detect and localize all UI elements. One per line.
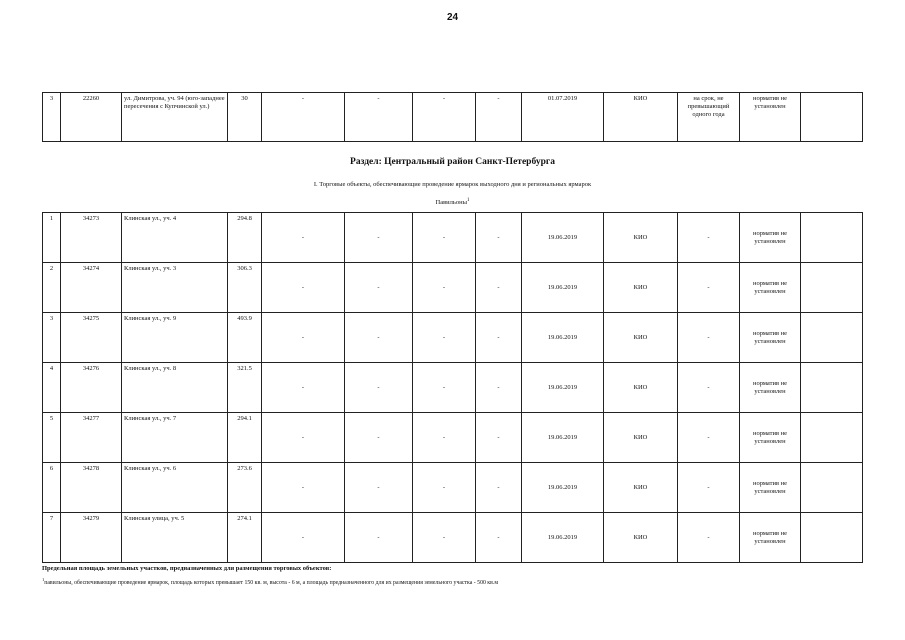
section-title: Раздел: Центральный район Санкт-Петербурга bbox=[350, 157, 555, 167]
top-table bbox=[42, 92, 863, 142]
cell-num: 7 bbox=[43, 513, 61, 563]
cell-area: 294.1 bbox=[228, 413, 262, 463]
cell-address: Клинская ул., уч. 7 bbox=[122, 413, 228, 463]
cell-col-1: - bbox=[262, 93, 345, 142]
cell-col-2: - bbox=[345, 263, 413, 313]
cell-col-4: - bbox=[476, 263, 522, 313]
cell-empty bbox=[801, 413, 863, 463]
cell-col-1: - bbox=[262, 213, 345, 263]
cell-col-1: - bbox=[262, 463, 345, 513]
cell-term: на срок, не превышающий одного года bbox=[678, 93, 740, 142]
cell-col-1: - bbox=[262, 513, 345, 563]
cell-code: 34273 bbox=[61, 213, 122, 263]
cell-col-3: - bbox=[413, 413, 476, 463]
table-row bbox=[43, 313, 863, 363]
cell-org: КИО bbox=[604, 213, 678, 263]
cell-date: 01.07.2019 bbox=[522, 93, 604, 142]
cell-empty bbox=[801, 263, 863, 313]
cell-col-3: - bbox=[413, 213, 476, 263]
cell-col-4: - bbox=[476, 213, 522, 263]
cell-term: - bbox=[678, 413, 740, 463]
cell-norm: норматив не установлен bbox=[740, 213, 801, 263]
cell-norm: норматив не установлен bbox=[740, 413, 801, 463]
cell-area: 274.1 bbox=[228, 513, 262, 563]
cell-area: 294.8 bbox=[228, 213, 262, 263]
cell-date: 19.06.2019 bbox=[522, 263, 604, 313]
cell-date: 19.06.2019 bbox=[522, 513, 604, 563]
cell-col-3: - bbox=[413, 463, 476, 513]
cell-col-2: - bbox=[345, 93, 413, 142]
cell-num: 4 bbox=[43, 363, 61, 413]
cell-code: 34278 bbox=[61, 463, 122, 513]
table-row bbox=[43, 463, 863, 513]
cell-org: КИО bbox=[604, 93, 678, 142]
cell-code: 34277 bbox=[61, 413, 122, 463]
cell-num: 5 bbox=[43, 413, 61, 463]
cell-term: - bbox=[678, 363, 740, 413]
cell-empty bbox=[801, 463, 863, 513]
cell-area: 30 bbox=[228, 93, 262, 142]
cell-col-3: - bbox=[413, 513, 476, 563]
cell-address: Клинская улица, уч. 5 bbox=[122, 513, 228, 563]
group-label bbox=[0, 198, 905, 206]
section-subtitle: I. Торговые объекты, обеспечивающие проведение ярмарок выходного дня и региональных ярмарок bbox=[313, 181, 592, 188]
cell-term: - bbox=[678, 463, 740, 513]
cell-norm: норматив не установлен bbox=[740, 463, 801, 513]
cell-col-4: - bbox=[476, 413, 522, 463]
cell-num: 3 bbox=[43, 93, 61, 142]
cell-org: КИО bbox=[604, 363, 678, 413]
cell-area: 493.9 bbox=[228, 313, 262, 363]
cell-col-1: - bbox=[262, 263, 345, 313]
cell-date: 19.06.2019 bbox=[522, 463, 604, 513]
cell-norm: норматив не установлен bbox=[740, 313, 801, 363]
cell-col-4: - bbox=[476, 513, 522, 563]
cell-empty bbox=[801, 363, 863, 413]
cell-term: - bbox=[678, 513, 740, 563]
objects-table bbox=[42, 212, 863, 563]
cell-address: ул. Димитрова, уч. 94 (юго-западнее пересечения с Купчинской ул.) bbox=[122, 93, 228, 142]
cell-col-3: - bbox=[413, 263, 476, 313]
cell-norm: норматив не установлен bbox=[740, 93, 801, 142]
cell-col-3: - bbox=[413, 93, 476, 142]
page-number: 24 bbox=[446, 12, 459, 23]
cell-empty bbox=[801, 513, 863, 563]
cell-col-2: - bbox=[345, 313, 413, 363]
cell-col-3: - bbox=[413, 363, 476, 413]
group-label-mark: 1 bbox=[466, 198, 470, 203]
cell-area: 321.5 bbox=[228, 363, 262, 413]
cell-col-1: - bbox=[262, 313, 345, 363]
cell-address: Клинская ул., уч. 3 bbox=[122, 263, 228, 313]
cell-col-2: - bbox=[345, 513, 413, 563]
cell-col-4: - bbox=[476, 363, 522, 413]
cell-org: КИО bbox=[604, 413, 678, 463]
cell-col-3: - bbox=[413, 313, 476, 363]
cell-term: - bbox=[678, 313, 740, 363]
cell-org: КИО bbox=[604, 463, 678, 513]
footnote-mark: 1 bbox=[42, 577, 45, 582]
cell-empty bbox=[801, 93, 863, 142]
total-area-label: Предельная площадь земельных участков, предназначенных для размещения торговых объектов: bbox=[42, 565, 332, 572]
cell-date: 19.06.2019 bbox=[522, 213, 604, 263]
cell-num: 6 bbox=[43, 463, 61, 513]
cell-norm: норматив не установлен bbox=[740, 263, 801, 313]
cell-col-2: - bbox=[345, 363, 413, 413]
cell-norm: норматив не установлен bbox=[740, 363, 801, 413]
table-row bbox=[43, 93, 863, 142]
cell-term: - bbox=[678, 213, 740, 263]
group-label-text: Павильоны bbox=[435, 199, 467, 207]
footnote bbox=[42, 577, 498, 586]
table-row bbox=[43, 413, 863, 463]
cell-code: 34276 bbox=[61, 363, 122, 413]
cell-org: КИО bbox=[604, 263, 678, 313]
table-row bbox=[43, 263, 863, 313]
cell-col-4: - bbox=[476, 313, 522, 363]
footnote-text: павильоны, обеспечивающие проведение ярмарок, площадь которых превышает 150 кв. м, высота - 6 м, а площадь предназначенного для их размещения земельного участка - 500 кв.м bbox=[44, 579, 498, 586]
cell-date: 19.06.2019 bbox=[522, 313, 604, 363]
cell-col-2: - bbox=[345, 213, 413, 263]
cell-address: Клинская ул., уч. 4 bbox=[122, 213, 228, 263]
cell-empty bbox=[801, 313, 863, 363]
cell-col-2: - bbox=[345, 413, 413, 463]
cell-num: 2 bbox=[43, 263, 61, 313]
cell-area: 273.6 bbox=[228, 463, 262, 513]
cell-code: 22260 bbox=[61, 93, 122, 142]
cell-code: 34275 bbox=[61, 313, 122, 363]
cell-col-4: - bbox=[476, 93, 522, 142]
table-row bbox=[43, 363, 863, 413]
table-row bbox=[43, 513, 863, 563]
table-row bbox=[43, 213, 863, 263]
cell-norm: норматив не установлен bbox=[740, 513, 801, 563]
cell-col-1: - bbox=[262, 413, 345, 463]
cell-code: 34279 bbox=[61, 513, 122, 563]
cell-code: 34274 bbox=[61, 263, 122, 313]
cell-num: 1 bbox=[43, 213, 61, 263]
cell-org: КИО bbox=[604, 513, 678, 563]
cell-area: 306.3 bbox=[228, 263, 262, 313]
cell-col-1: - bbox=[262, 363, 345, 413]
cell-col-4: - bbox=[476, 463, 522, 513]
cell-num: 3 bbox=[43, 313, 61, 363]
cell-address: Клинская ул., уч. 8 bbox=[122, 363, 228, 413]
cell-date: 19.06.2019 bbox=[522, 363, 604, 413]
cell-address: Клинская ул., уч. 9 bbox=[122, 313, 228, 363]
cell-address: Клинская ул., уч. 6 bbox=[122, 463, 228, 513]
cell-empty bbox=[801, 213, 863, 263]
cell-term: - bbox=[678, 263, 740, 313]
cell-date: 19.06.2019 bbox=[522, 413, 604, 463]
cell-org: КИО bbox=[604, 313, 678, 363]
cell-col-2: - bbox=[345, 463, 413, 513]
